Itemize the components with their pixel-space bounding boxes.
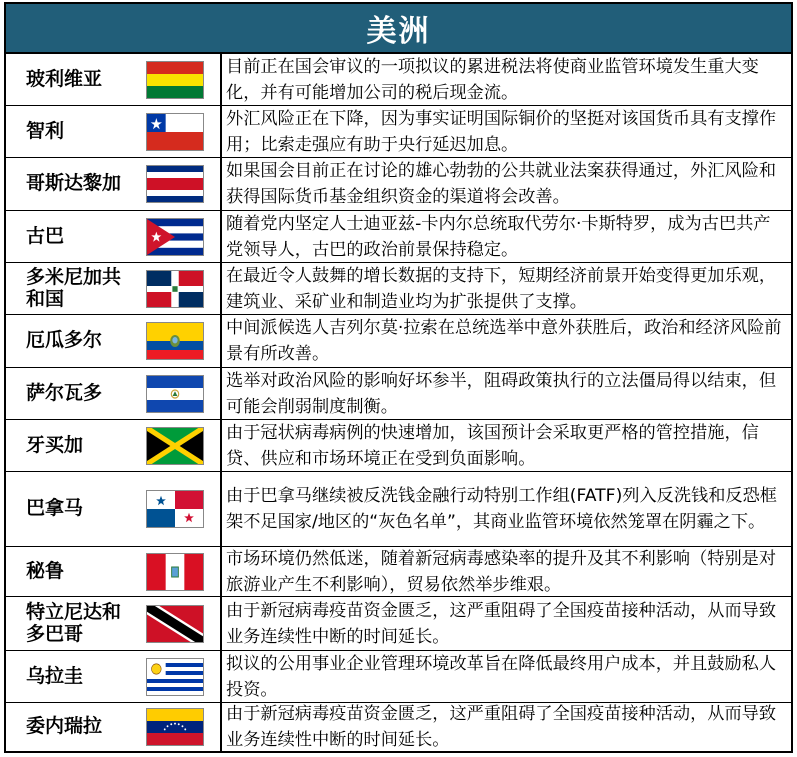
country-name: 特立尼达和多巴哥 bbox=[26, 600, 122, 645]
country-description: 随着党内坚定人士迪亚兹-卡内尔总统取代劳尔·卡斯特罗，成为古巴共产党领导人，古巴的政治前景保持稳定。 bbox=[226, 213, 771, 260]
country-description: 在最近令人鼓舞的增长数据的支持下，短期经济前景开始变得更加乐观，建筑业、采矿业和制造业均为扩张提供了支撑。 bbox=[226, 265, 777, 312]
country-description: 由于巴拿马继续被反洗钱金融行动特别工作组(FATF)列入反洗钱和反恐框架不足国家/地区的“灰色名单”，其商业监管环境依然笼罩在阴霾之下。 bbox=[226, 486, 777, 532]
peru-flag-icon bbox=[146, 553, 204, 591]
country-name: 牙买加 bbox=[26, 433, 84, 456]
table-row bbox=[6, 158, 791, 211]
el-salvador-flag-icon bbox=[146, 375, 204, 413]
ecuador-flag-icon bbox=[146, 322, 204, 360]
country-name: 多米尼加共和国 bbox=[26, 265, 122, 310]
table-row bbox=[6, 263, 791, 315]
trinidad-and-tobago-flag-icon bbox=[146, 605, 204, 643]
country-name: 智利 bbox=[26, 119, 65, 142]
jamaica-flag-icon bbox=[146, 427, 204, 465]
country-name: 哥斯达黎加 bbox=[26, 172, 122, 195]
country-description: 外汇风险正在下降，因为事实证明国际铜价的坚挺对该国货币具有支撑作用；比索走强应有助于央行延迟加息。 bbox=[226, 108, 777, 155]
country-name: 巴拿马 bbox=[26, 497, 84, 520]
country-description: 如果国会目前正在讨论的雄心勃勃的公共就业法案获得通过，外汇风险和获得国际货币基金组织资金的渠道将会改善。 bbox=[226, 161, 777, 207]
country-name: 乌拉圭 bbox=[26, 664, 84, 687]
country-name: 委内瑞拉 bbox=[26, 715, 103, 738]
table-row bbox=[6, 211, 791, 263]
americas-table bbox=[4, 2, 793, 753]
country-description: 由于新冠病毒疫苗资金匮乏，这严重阻碍了全国疫苗接种活动，从而导致业务连续性中断的时间延长。 bbox=[226, 704, 777, 750]
cuba-flag-icon bbox=[146, 218, 204, 256]
table-row bbox=[6, 368, 791, 420]
table-row bbox=[6, 597, 791, 651]
table-row bbox=[6, 106, 791, 158]
country-description: 目前正在国会审议的一项拟议的累进税法将使商业监管环境发生重大变化，并有可能增加公司的税后现金流。 bbox=[226, 56, 759, 103]
table-header bbox=[6, 4, 791, 54]
country-description: 由于冠状病毒病例的快速增加，该国预计会采取更严格的管控措施，信贷、供应和市场环境正在受到负面影响。 bbox=[226, 422, 759, 469]
bolivia-flag-icon bbox=[146, 61, 204, 99]
country-description: 市场环境仍然低迷，随着新冠病毒感染率的提升及其不利影响（特别是对旅游业产生不利影响），贸易依然举步维艰。 bbox=[226, 548, 777, 595]
country-description: 拟议的公用事业企业管理环境改革旨在降低最终用户成本，并且鼓励私人投资。 bbox=[226, 653, 777, 700]
chile-flag-icon bbox=[146, 113, 204, 151]
country-description: 选举对政治风险的影响好坏参半，阻碍政策执行的立法僵局得以结束，但可能会削弱制度制衡。 bbox=[226, 370, 777, 417]
table-row bbox=[6, 54, 791, 106]
table-row bbox=[6, 472, 791, 547]
venezuela-flag-icon bbox=[146, 708, 204, 746]
table-row bbox=[6, 547, 791, 597]
costa-rica-flag-icon bbox=[146, 165, 204, 203]
dominican-republic-flag-icon bbox=[146, 270, 204, 308]
country-name: 秘鲁 bbox=[26, 559, 65, 582]
country-name: 厄瓜多尔 bbox=[26, 329, 103, 352]
table-row bbox=[6, 651, 791, 703]
country-name: 萨尔瓦多 bbox=[26, 381, 103, 404]
panama-flag-icon bbox=[146, 490, 204, 528]
country-name: 玻利维亚 bbox=[26, 67, 103, 90]
table-row bbox=[6, 703, 791, 751]
uruguay-flag-icon bbox=[146, 658, 204, 696]
country-name: 古巴 bbox=[26, 224, 65, 247]
country-description: 中间派候选人吉列尔莫·拉索在总统选举中意外获胜后，政治和经济风险前景有所改善。 bbox=[226, 318, 782, 364]
table-title: 美洲 bbox=[366, 14, 431, 49]
table-row bbox=[6, 420, 791, 472]
country-description: 由于新冠病毒疫苗资金匮乏，这严重阻碍了全国疫苗接种活动，从而导致业务连续性中断的时间延长。 bbox=[226, 600, 777, 647]
table-row bbox=[6, 315, 791, 368]
